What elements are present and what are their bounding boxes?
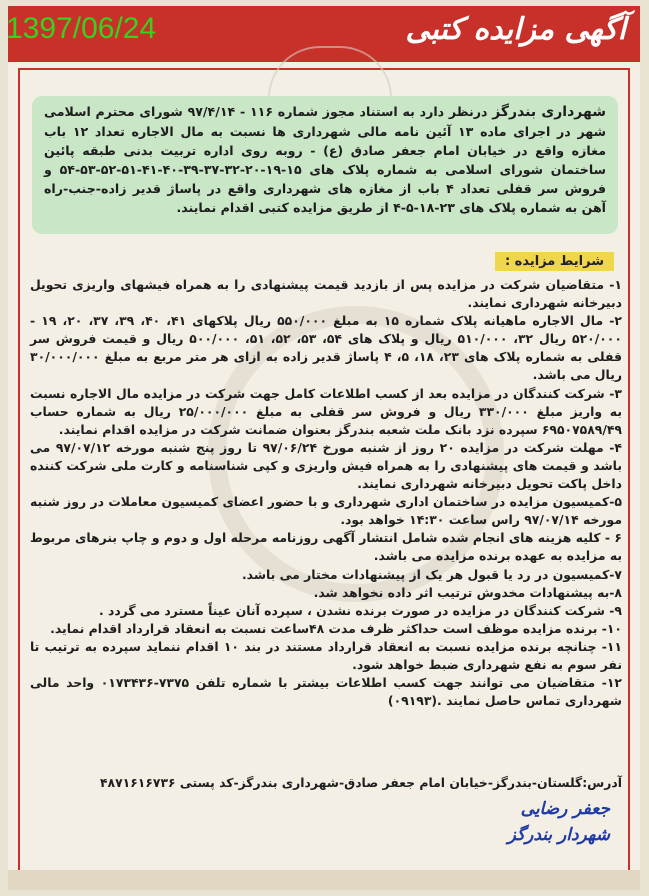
condition-item: ۳- شرکت کنندگان در مزایده بعد از کسب اطلاعات کامل جهت شرکت در مزایده مال الاجاره نسبت به واریز مبلغ ۳۳۰/۰۰۰ ریال و فروش سر قفلی به مبلغ ۲۵/۰۰۰/۰۰۰ ریال به شماره حساب ۶۹۵۰۷۵۸۹/۴۹ سپرده نزد بانک ملت شعبه بندرگز بعنوان ضمانت شرکت در مزایده اقدام نمایند. bbox=[30, 385, 622, 437]
intro-lead: شهرداری بندرگز bbox=[492, 104, 606, 120]
condition-item: ۱۱- چنانچه برنده مزایده نسبت به انعقاد قرارداد مستند در بند ۱۰ اقدام ننماید سپرده به ترتیب تا نفر سوم به نفع شهرداری ضبط خواهد شود. bbox=[30, 638, 622, 672]
signer-name: جعفر رضایی bbox=[520, 799, 610, 819]
condition-item: ۱۰- برنده مزایده موظف است حداکثر ظرف مدت ۴۸ساعت نسبت به انعقاد قرارداد اقدام نماید. bbox=[50, 620, 622, 636]
condition-item: ۶ - کلیه هزینه های انجام شده شامل انتشار آگهی روزنامه مرحله اول و دوم و چاپ بنرهای مربوط به مزایده به عهده برنده مزایده می باشد. bbox=[30, 530, 622, 564]
condition-item: ۱- متقاضیان شرکت در مزایده پس از بازدید قیمت پیشنهادی را به همراه فیشهای واریزی تحویل دبیرخانه شهرداری نمایند. bbox=[30, 277, 622, 311]
signer-title: شهردار بندرگز bbox=[507, 825, 610, 845]
conditions-list bbox=[30, 276, 622, 776]
page-title: آگهی مزایده کتبی bbox=[405, 12, 626, 47]
date-stamp: 1397/06/24 bbox=[6, 12, 157, 45]
condition-item: ۵-کمیسیون مزایده در ساختمان اداری شهرداری و با حضور اعضای کمیسیون معاملات در روز شنبه مورخه ۹۷/۰۷/۱۴ راس ساعت ۱۴:۳۰ خواهد بود. bbox=[30, 494, 622, 528]
intro-text: درنظر دارد به استناد مجوز شماره ۱۱۶ - ۹۷/۴/۱۴ شورای محترم اسلامی شهر در اجرای ماده ۱۳ آئین نامه مالی شهرداری ها نسبت به مال الاجاره تعداد ۱۲ باب مغازه واقع در خیابان امام جعفر صادق (ع) - روبه روی اداره تربیت بدنی طبقه پائین ساختمان شورای اسلامی به شماره پلاک های ۱۵-۱۹-۲۰-۳۲-۳۷-۳۹-۴۰-۴۱-۵۱-۵۲-۵۳-۵۴ و فروش سر قفلی تعداد ۴ باب از مغازه های شهرداری واقع در پاساژ قدیر زاده-جنب-راه آهن به شماره پلاک های ۲۳-۱۸-۵-۴ از طریق مزایده کتبی اقدام نمایند. bbox=[44, 104, 607, 215]
page-footer-strip bbox=[8, 870, 640, 890]
condition-item: ۱۲- متقاضیان می توانند جهت کسب اطلاعات بیشتر با شماره تلفن ۷۳۷۵-۰۱۷۳۴۳۶ واحد مالی شهرداری تماس حاصل نمایند .(۰۹۱۹۳) bbox=[30, 675, 622, 709]
condition-item: ۲- مال الاجاره ماهیانه پلاک شماره ۱۵ به مبلغ ۵۵۰/۰۰۰ ریال پلاکهای ۴۱، ۴۰، ۳۹، ۳۷، ۲۰، ۱۹ - ۵۲۰/۰۰۰ ریال ۳۲، ۵۱۰/۰۰۰ ریال و پلاک های ۵۴، ۵۳، ۵۲، ۵۱، ۵۰۰/۰۰۰ ریال و قیمت فروش سر قفلی به شماره پلاک های ۲۳، ۱۸، ۵، ۴ پاساژ قدیر زاده به ازای هر متر مربع به مبلغ ۳۰/۰۰۰/۰۰۰ ریال می باشد. bbox=[30, 313, 622, 383]
intro-box bbox=[32, 96, 618, 234]
condition-item: ۸-به پیشنهادات مخدوش ترتیب اثر داده نخواهد شد. bbox=[313, 584, 622, 600]
condition-item: ۴- مهلت شرکت در مزایده ۲۰ روز از شنبه مورخ ۹۷/۰۶/۲۴ تا روز پنج شنبه مورخه ۹۷/۰۷/۱۲ می باشد و قیمت های پیشنهادی را به همراه فیش واریزی و کپی شناسنامه و کارت ملی شرکت کننده داخل پاکت تحویل دبیرخانه شهرداری نمایند. bbox=[30, 439, 622, 492]
condition-item: ۹- شرکت کنندگان در مزایده در صورت برنده نشدن ، سپرده آنان عیناً مسترد می گردد . bbox=[98, 602, 622, 618]
condition-item: ۷-کمیسیون در رد یا قبول هر یک از پیشنهادات مختار می باشد. bbox=[241, 566, 622, 582]
address-line: آدرس:گلستان-بندرگز-خیابان امام جعفر صادق-شهرداری بندرگز-کد پستی ۴۸۷۱۶۱۶۷۳۶ bbox=[99, 775, 622, 790]
conditions-label: شرایط مزایده : bbox=[495, 252, 614, 271]
signature-block bbox=[410, 796, 610, 848]
newspaper-page bbox=[8, 6, 640, 890]
